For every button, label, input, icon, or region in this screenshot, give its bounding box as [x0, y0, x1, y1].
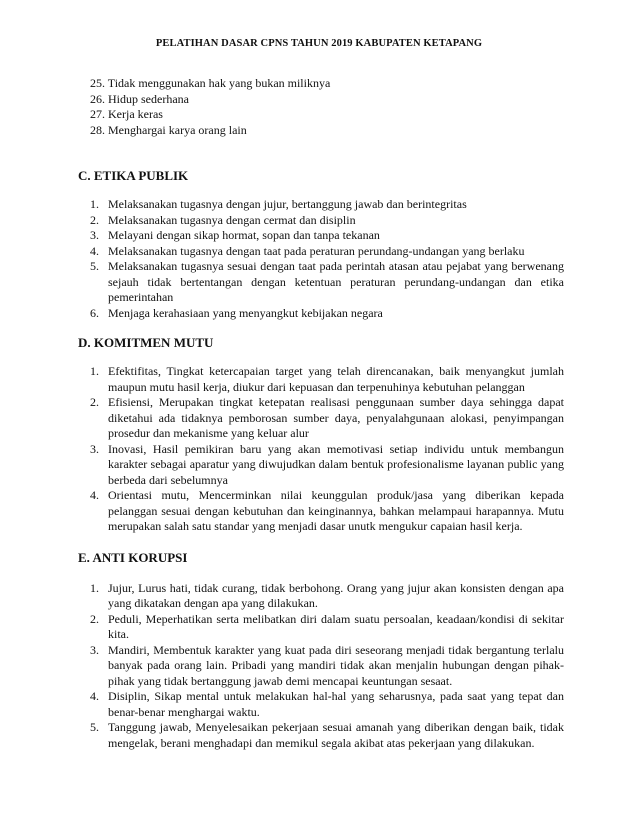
- list-item: 2. Melaksanakan tugasnya dengan cermat dan disiplin: [90, 212, 356, 227]
- list-item: 27. Kerja keras: [90, 107, 163, 121]
- continued-list: [78, 76, 564, 138]
- list-item-text: Efisiensi, Merupakan tingkat ketepatan realisasi penggunaan sumber daya sehingga dapat diketahui ada tidaknya pemborosan sumber daya, penyalahgunaan alokasi, penyimpangan prosedur dan mekanisme yang keluar alur: [108, 395, 564, 440]
- list-item-text: Peduli, Meperhatikan serta melibatkan diri dalam suatu persoalan, keadaan/kondisi di sekitar kita.: [108, 611, 564, 641]
- list-item: 3. Mandiri, Membentuk karakter yang kuat pada diri seseorang menjadi tidak bergantung terlalu banyak pada orang lain. Pribadi yang mandiri tidak akan menjalin hubungan dengan pihak-pihak yang tidak bertanggung jawab demi mencapai keuntungan sesaat.: [90, 642, 564, 688]
- list-item: 3. Inovasi, Hasil pemikiran baru yang akan memotivasi setiap individu untuk membangun karakter sebagai aparatur yang diwujudkan dalam bentuk profesionalisme layanan public yang berbeda dari sebelumnya: [90, 441, 564, 487]
- list-item: 4. Disiplin, Sikap mental untuk melakukan hal-hal yang seharusnya, pada saat yang tepat dan benar-benar menghargai waktu.: [90, 689, 564, 719]
- page-header: PELATIHAN DASAR CPNS TAHUN 2019 KABUPATEN KETAPANG: [155, 38, 483, 49]
- section-title-anti-korupsi: E. ANTI KORUPSI: [78, 549, 188, 565]
- list-item: 5. Tanggung jawab, Menyelesaikan pekerjaan sesuai amanah yang diberikan dengan baik, tidak mengelak, berani menghadapi dan memikul segala akibat atas pekerjaan yang dilakukan.: [90, 720, 564, 750]
- list-item: 2. Efisiensi, Merupakan tingkat ketepatan realisasi penggunaan sumber daya sehingga dapat diketahui ada tidaknya pemborosan sumber daya, penyalahgunaan alokasi, penyimpangan prosedur dan mekanisme yang keluar alur: [90, 395, 564, 440]
- list-item: 26. Hidup sederhana: [90, 91, 189, 106]
- list-item-text: Menjaga kerahasiaan yang menyangkut kebijakan negara: [108, 305, 383, 320]
- list-item-text: Disiplin, Sikap mental untuk melakukan hal-hal yang seharusnya, pada saat yang tepat dan benar-benar menghargai waktu.: [108, 689, 564, 719]
- list-item-text: Efektifitas, Tingkat ketercapaian target yang telah direncanakan, baik menyangkut jumlah maupun mutu hasil kerja, diukur dari kepuasan dan terpenuhinya kebutuhan pelanggan: [108, 364, 564, 394]
- list-item: 6. Menjaga kerahasiaan yang menyangkut kebijakan negara: [90, 305, 383, 320]
- list-item: 5. Melaksanakan tugasnya sesuai dengan taat pada perintah atasan atau pejabat yang berwenang sejauh tidak bertentangan dengan ketentuan peraturan perundang-undangan dan etika pemerintahan: [90, 259, 564, 304]
- anti-korupsi-list: [78, 581, 564, 752]
- page-content: [78, 76, 564, 751]
- list-item-text: Tanggung jawab, Menyelesaikan pekerjaan sesuai amanah yang diberikan dengan baik, tidak mengelak, berani menghadapi dan memikul segala akibat atas pekerjaan yang dilakukan.: [108, 720, 564, 750]
- list-item: 1. Efektifitas, Tingkat ketercapaian target yang telah direncanakan, baik menyangkut jumlah maupun mutu hasil kerja, diukur dari kepuasan dan terpenuhinya kebutuhan pelanggan: [90, 364, 564, 394]
- list-item-text: Jujur, Lurus hati, tidak curang, tidak berbohong. Orang yang jujur akan konsisten dengan apa yang dikatakan dengan apa yang dilakukan.: [108, 580, 564, 610]
- list-item-text: Mandiri, Membentuk karakter yang kuat pada diri seseorang menjadi tidak bergantung terlalu banyak pada orang lain. Pribadi yang mandiri tidak akan menjalin hubungan dengan pihak-pihak yang tidak bertanggung jawab demi mencapai keuntungan sesaat.: [108, 642, 564, 688]
- list-item-text: Orientasi mutu, Mencerminkan nilai keunggulan produk/jasa yang diberikan kepada pelanggan sesuai dengan kebutuhan dan keinginannya, bahkan melampaui harapannya. Mutu merupakan salah satu standar yang menjadi dasar unutk mengukur capaian hasil kerja.: [108, 488, 564, 533]
- list-item-text: Melaksanakan tugasnya sesuai dengan taat pada perintah atasan atau pejabat yang berwenang sejauh tidak bertentangan dengan ketentuan peraturan perundang-undangan dan etika pemerintahan: [108, 259, 564, 304]
- list-item: 4. Melaksanakan tugasnya dengan taat pada peraturan perundang-undangan yang berlaku: [90, 243, 525, 258]
- list-item: 1. Jujur, Lurus hati, tidak curang, tidak berbohong. Orang yang jujur akan konsisten dengan apa yang dikatakan dengan apa yang dilakukan.: [90, 580, 564, 610]
- list-item-text: Melaksanakan tugasnya dengan taat pada peraturan perundang-undangan yang berlaku: [108, 243, 525, 258]
- section-title-etika-publik: C. ETIKA PUBLIK: [78, 168, 189, 183]
- list-item-text: Melaksanakan tugasnya dengan jujur, bertanggung jawab dan berintegritas: [108, 197, 467, 211]
- list-item-text: Inovasi, Hasil pemikiran baru yang akan memotivasi setiap individu untuk membangun karakter sebagai aparatur yang diwujudkan dalam bentuk profesionalisme layanan public yang berbeda dari sebelumnya: [108, 441, 564, 487]
- list-item: 28. Menghargai karya orang lain: [90, 122, 247, 137]
- list-item: 1. Melaksanakan tugasnya dengan jujur, bertanggung jawab dan berintegritas: [90, 197, 467, 211]
- list-item: 4. Orientasi mutu, Mencerminkan nilai keunggulan produk/jasa yang diberikan kepada pelanggan sesuai dengan kebutuhan dan keinginannya, bahkan melampaui harapannya. Mutu merupakan salah satu standar yang menjadi dasar unutk mengukur capaian hasil kerja.: [90, 488, 564, 533]
- list-item-text: Melaksanakan tugasnya dengan cermat dan disiplin: [108, 212, 356, 227]
- list-item: 3. Melayani dengan sikap hormat, sopan dan tanpa tekanan: [90, 228, 380, 242]
- list-item: 25. Tidak menggunakan hak yang bukan miliknya: [90, 76, 331, 90]
- section-title-komitmen-mutu: D. KOMITMEN MUTU: [78, 335, 214, 350]
- list-item-text: Melayani dengan sikap hormat, sopan dan tanpa tekanan: [108, 228, 380, 242]
- list-item: 2. Peduli, Meperhatikan serta melibatkan diri dalam suatu persoalan, keadaan/kondisi di sekitar kita.: [90, 611, 564, 641]
- etika-publik-list: [78, 197, 564, 321]
- komitmen-mutu-list: [78, 364, 564, 535]
